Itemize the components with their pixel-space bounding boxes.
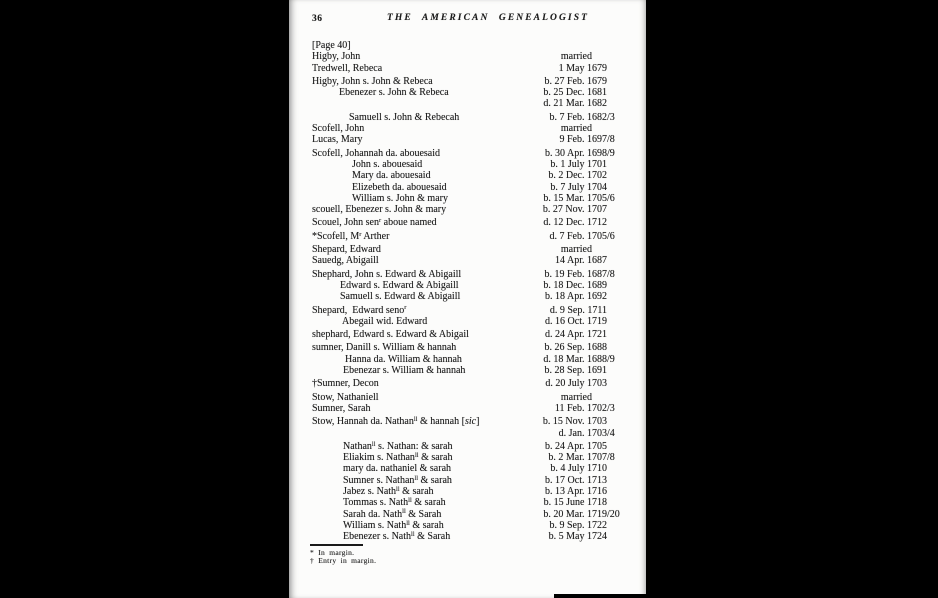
record-name: Scofell, John [312, 123, 365, 135]
record-name: Abegail wid. Edward [342, 315, 428, 327]
record-name: Stow, Hannah da. Nathan$^{ll}$ & hannah [sic] [312, 416, 480, 428]
record-name: shephard, Edward s. Edward & Abigail [312, 329, 469, 341]
footnote-entry-in-margin: † Entry in margin. [310, 556, 377, 566]
record-name: Samuell s. John & Rebecah [349, 111, 460, 123]
record-name: Shephard, John s. Edward & Abigaill [312, 268, 462, 280]
record-row [312, 463, 646, 474]
record-name: Mary da. abouesaid [352, 170, 431, 182]
record-row [312, 217, 646, 228]
record-date: b. 30 Apr. 1698 /9 [545, 147, 615, 159]
record-row [312, 193, 646, 204]
record-name: Scouel, John sen$^r$ aboue named [312, 217, 437, 229]
record-name: Ebenezar s. William & hannah [343, 365, 466, 377]
record-name: sumner, Danill s. William & hannah [312, 342, 457, 354]
record-row [312, 269, 646, 280]
record-date: b. 27 Feb. 1679 [544, 75, 607, 87]
record-date: b. 7 July 1704 [550, 181, 607, 193]
record-date: b. 9 Sep. 1722 [549, 519, 607, 531]
record-row [312, 428, 646, 439]
record-name: Lucas, Mary [312, 134, 363, 146]
record-date: married [560, 123, 592, 135]
record-name: Samuell s. Edward & Abigaill [340, 291, 461, 303]
record-date: married [560, 244, 592, 256]
record-row [312, 148, 646, 159]
record-date: 14 Apr. 1687 [555, 255, 607, 267]
record-row [312, 305, 646, 316]
record-date: d. 24 Apr. 1721 [545, 329, 607, 341]
record-name: Sumner, Sarah [312, 402, 371, 414]
record-row [312, 98, 646, 109]
record-row [312, 280, 646, 291]
record-name: John s. abouesaid [352, 158, 423, 170]
record-row [312, 392, 646, 403]
record-date: b. 20 Mar. 1719 /20 [543, 508, 620, 520]
record-date: b. 7 Feb. 1682 /3 [549, 111, 615, 123]
record-name: Ebenezer s. Nath$^{ll}$ & Sarah [343, 530, 451, 543]
record-date: d. 7 Feb. 1705 /6 [549, 230, 615, 242]
record-date: b. 1 July 1701 [550, 158, 607, 170]
record-row [312, 441, 646, 452]
record-date: b. 18 Apr. 1692 [545, 291, 607, 303]
record-row [312, 204, 646, 215]
record-date: d. 21 Mar. 1682 [543, 98, 607, 110]
record-date: married [560, 51, 592, 63]
record-date: b. 15 June 1718 [543, 497, 607, 509]
record-date: b. 15 Nov. 1703 [542, 416, 607, 428]
record-name: [Page 40] [312, 40, 351, 51]
record-name [312, 428, 487, 439]
record-date: d. Jan. 1703 /4 [558, 427, 615, 439]
record-row [312, 63, 646, 74]
record-date: b. 5 May 1724 [548, 531, 607, 543]
record-name: William s. Nath$^{ll}$ & sarah [343, 519, 444, 531]
record-row [312, 329, 646, 340]
record-row [312, 170, 646, 181]
record-row [312, 378, 646, 389]
record-date: d. 9 Sep. 1711 [549, 304, 607, 316]
record-name: Tredwell, Rebeca [312, 62, 383, 74]
record-date: b. 13 Apr. 1716 [545, 485, 607, 497]
record-name: Elizebeth da. abouesaid [352, 181, 447, 193]
record-name: William s. John & mary [352, 192, 448, 204]
record-date: b. 25 Dec. 1681 [543, 87, 607, 99]
record-name: Sumner s. Nathan$^{ll}$ & sarah [343, 474, 452, 486]
record-date: b. 24 Apr. 1705 [545, 440, 607, 452]
record-name: Nathan$^{ll}$ s. Nathan: & sarah [343, 440, 453, 452]
record-date: d. 12 Dec. 1712 [543, 217, 607, 229]
record-name: Shepard, Edward [312, 244, 381, 256]
record-name: *Scofell, $M^r$ Arther [312, 230, 390, 242]
record-row [312, 452, 646, 463]
record-name: †Sumner, Decon [312, 378, 379, 390]
record-date: d. 18 Mar. 1688 /9 [543, 353, 615, 365]
record-row [312, 255, 646, 266]
record-row [312, 134, 646, 145]
record-name: Higby, John s. John & Rebeca [312, 75, 433, 87]
record-date: b. 15 Mar. 1705 /6 [543, 192, 615, 204]
record-date: d. 16 Oct. 1719 [545, 315, 607, 327]
record-date: b. 4 July 1710 [550, 463, 607, 475]
record-name: Ebenezer s. John & Rebeca [339, 87, 449, 99]
record-name: Higby, John [312, 51, 361, 63]
record-row [312, 403, 646, 414]
journal-title: THE AMERICAN GENEALOGIST [386, 13, 590, 23]
record-name: Jabez s. Nath$^{ll}$ & sarah [343, 485, 434, 497]
record-row [312, 244, 646, 255]
record-name: Eliakim s. Nathan$^{ll}$ & sarah [343, 451, 453, 464]
record-row [312, 316, 646, 327]
record-date: b. 28 Sep. 1691 [544, 365, 607, 377]
record-row [312, 520, 646, 531]
record-name: Stow, Nathaniell [312, 391, 379, 403]
record-row [312, 182, 646, 193]
record-name [312, 98, 487, 109]
records-list [312, 40, 646, 542]
record-row [312, 486, 646, 497]
record-row [312, 291, 646, 302]
record-date: d. 20 July 1703 [545, 378, 607, 390]
record-row [312, 342, 646, 353]
record-date: 1 May 1679 [558, 62, 607, 74]
record-name: Sauedg, Abigaill [312, 255, 379, 267]
record-name: mary da. nathaniel & sarah [343, 463, 452, 475]
record-date: b. 19 Feb. 1687 /8 [544, 268, 615, 280]
record-date: b. 27 Nov. 1707 [542, 204, 607, 216]
record-name: Edward s. Edward & Abigaill [340, 279, 459, 291]
record-name: Hanna da. William & hannah [345, 353, 462, 365]
record-row [312, 531, 646, 542]
page-number: 36 [312, 14, 323, 24]
record-row [312, 87, 646, 98]
record-date: married [560, 391, 592, 403]
record-row [312, 51, 646, 62]
record-row [312, 159, 646, 170]
document-page [289, 0, 646, 598]
record-row [312, 123, 646, 134]
record-name: Shepard, Edward seno$^r$ [312, 304, 407, 316]
record-date: b. 18 Dec. 1689 [543, 279, 607, 291]
record-row [312, 354, 646, 365]
record-row [312, 365, 646, 376]
record-row [312, 509, 646, 520]
record-name: Scofell, Johannah da. abouesaid [312, 147, 441, 159]
record-name: Sarah da. Nath$^{ll}$ & Sarah [343, 508, 442, 520]
record-date: 9 Feb. 1697 /8 [559, 134, 615, 146]
record-date: b. 2 Mar. 1707 /8 [548, 452, 615, 464]
record-row [312, 76, 646, 87]
record-name: Tommas s. Nath$^{ll}$ & sarah [343, 497, 446, 509]
record-row [312, 231, 646, 242]
record-row [312, 416, 646, 427]
record-date: 11 Feb. 1702 /3 [554, 402, 615, 414]
record-row [312, 497, 646, 508]
page-header [312, 13, 634, 27]
footnote-rule [310, 544, 363, 546]
record-name: scouell, Ebenezer s. John & mary [312, 204, 447, 216]
record-date: b. 26 Sep. 1688 [544, 342, 607, 354]
record-date: b. 2 Dec. 1702 [548, 170, 607, 182]
record-row [312, 112, 646, 123]
record-row [312, 40, 646, 51]
footnote-in-margin: * In margin. [310, 548, 355, 557]
record-date: b. 17 Oct. 1713 [545, 474, 607, 486]
record-row [312, 475, 646, 486]
footnotes [310, 544, 376, 566]
